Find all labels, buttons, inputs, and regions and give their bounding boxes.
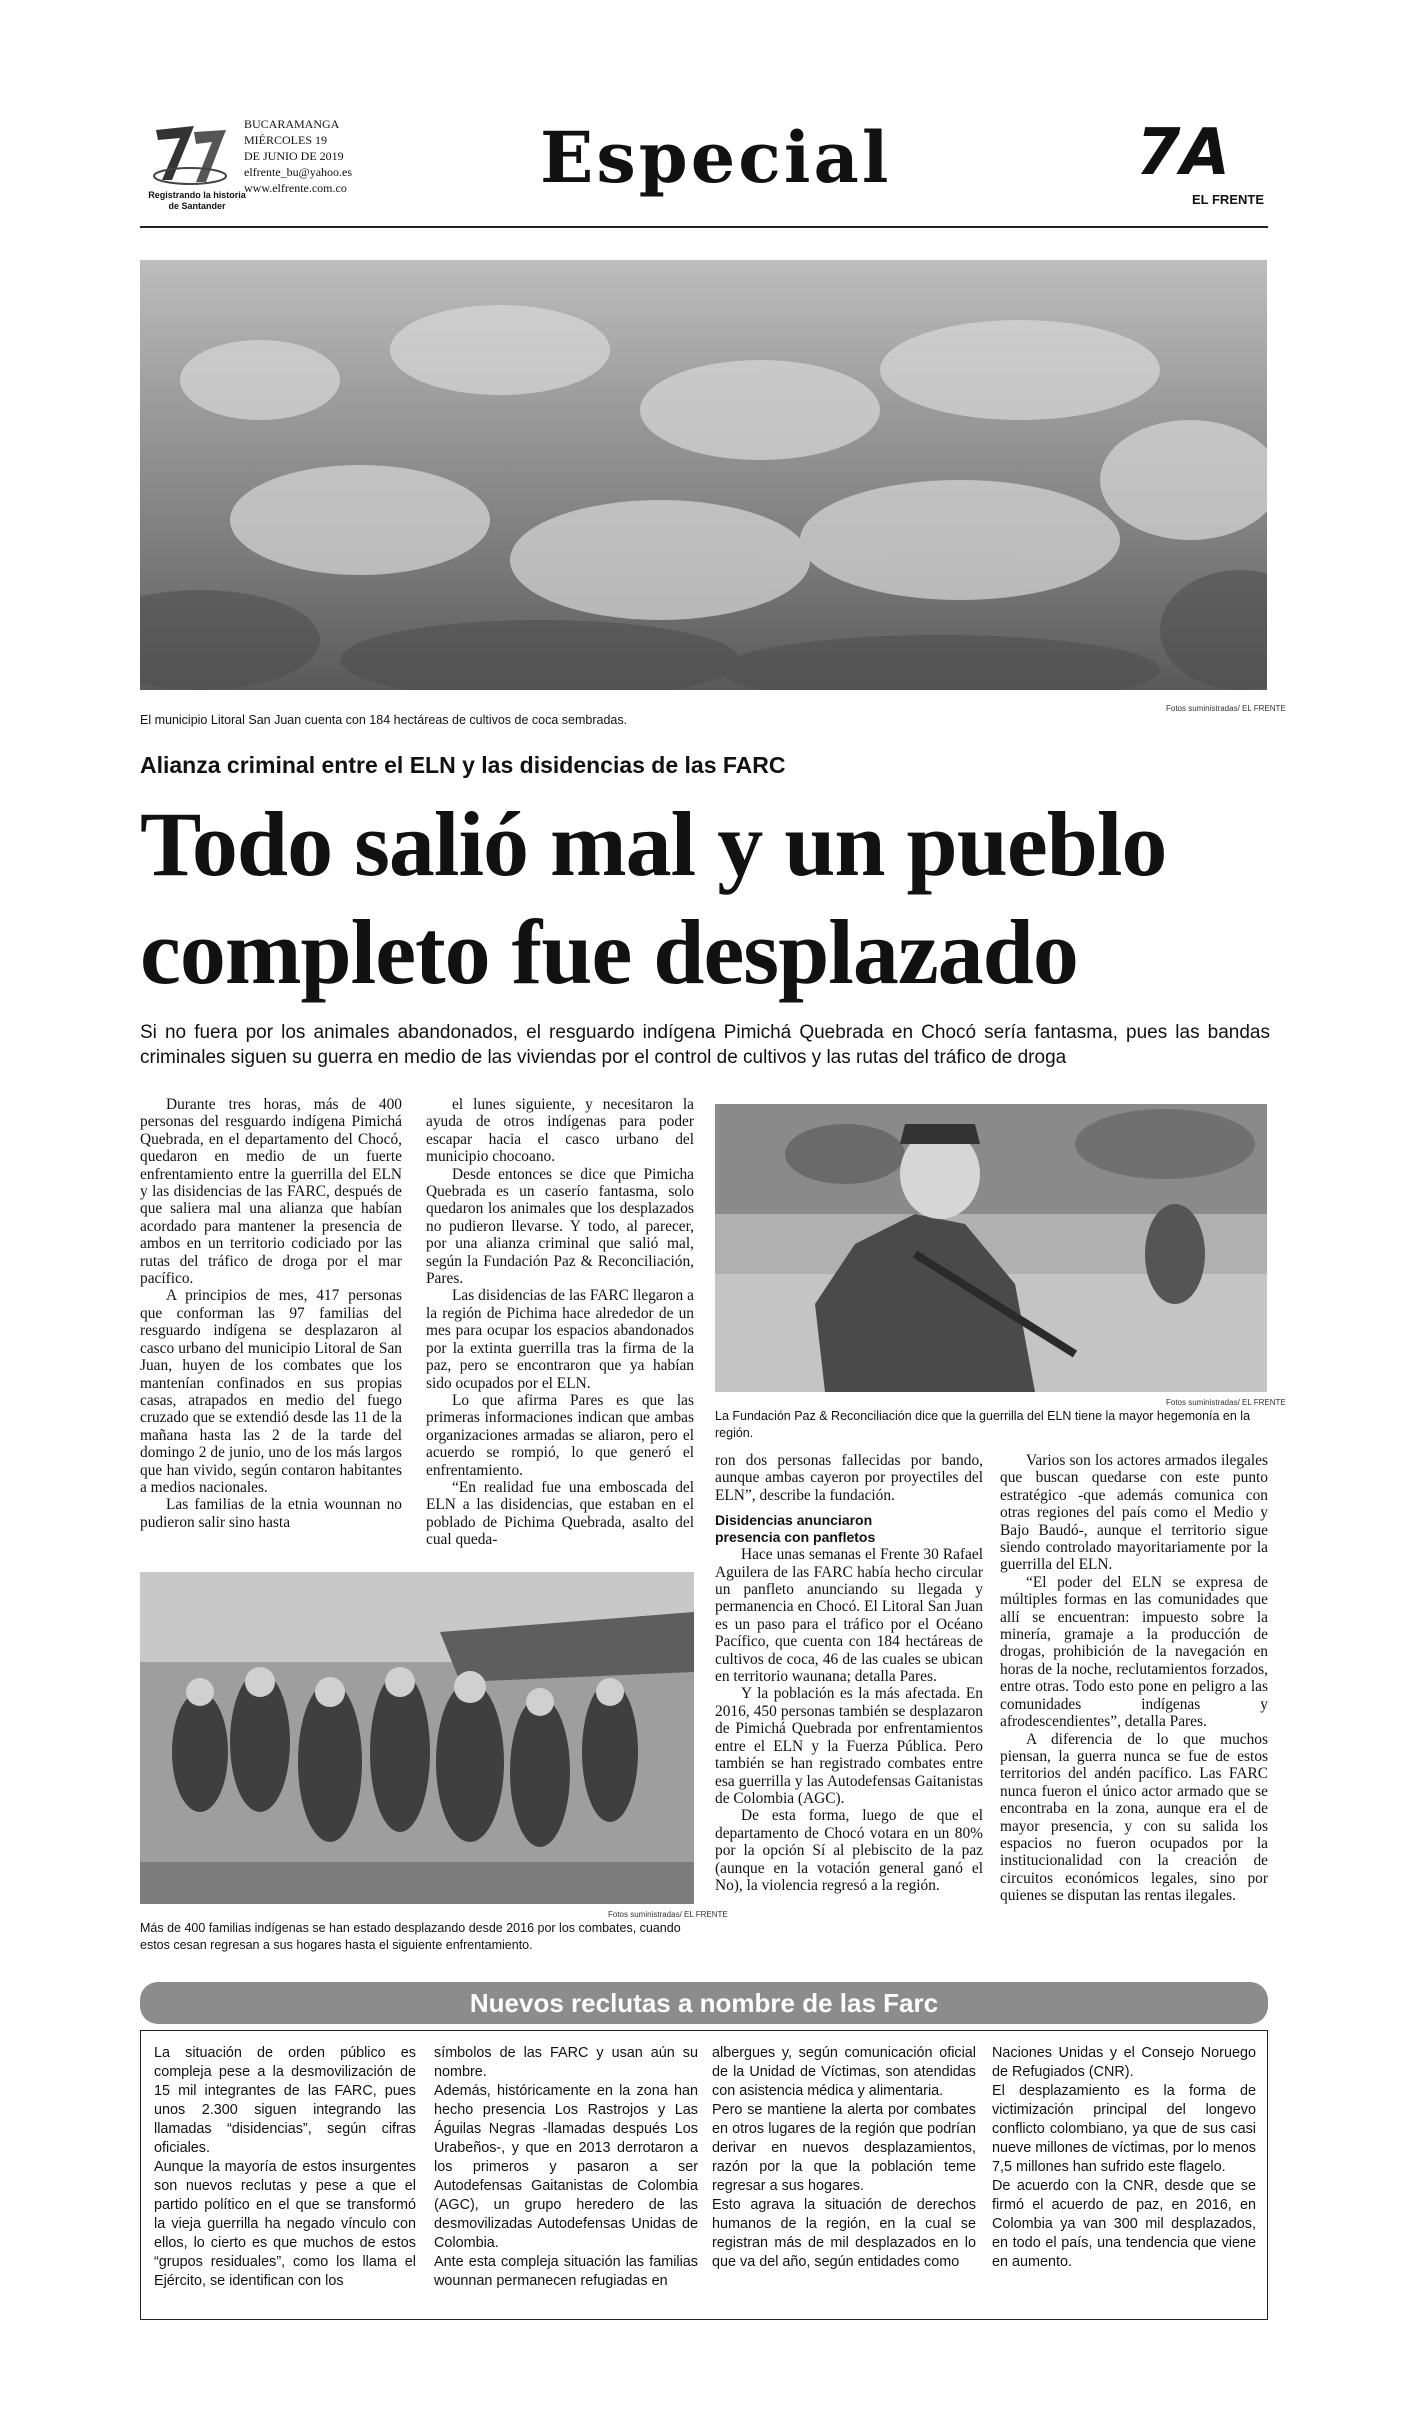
photo-caption-crowd: Más de 400 familias indígenas se han estado desplazando desde 2016 por los combates, cuando estos cesan regresan a sus hogares hasta el siguiente enfrentamiento.: [140, 1921, 681, 1952]
photo-caption-mid: La Fundación Paz & Reconciliación dice que la guerrilla del ELN tiene la mayor hegemonía en la región.: [715, 1409, 1251, 1440]
col4-p3: A diferencia de lo que muchos piensan, la guerra nunca se fue de estos territorios del andén pacífico. Las FARC nunca fueron el único actor armado que se encontraba en la zona, aunque era el de mayor presencia, y con su salida los espacios no fueron ocupados por la institucionalidad con la creación de circuitos económicos legales, sino por quienes se disputan las rentas ilegales.: [1000, 1730, 1268, 1905]
website: www.elfrente.com.co: [244, 181, 347, 195]
photo-credit-mid: Fotos suministradas/ EL FRENTE: [1166, 1398, 1286, 1407]
col3-p3: Y la población es la más afectada. En 2016, 450 personas también se desplazaron de Pimichá Quebrada por enfrentamientos entre el ELN y la Fuerza Pública. Pero también se han registrado combates entre esa guerrilla y las Autodefensas Gaitanistas de Colombia (AGC).: [715, 1685, 983, 1807]
box-col4-p1: Naciones Unidas y el Consejo Noruego de Refugiados (CNR).: [992, 2045, 1256, 2080]
article-deck: Si no fuera por los animales abandonados, el resguardo indígena Pimichá Quebrada en Chocó sería fantasma, pues las bandas criminales siguen su guerra en medio de las viviendas por el control de cultivos y las rutas del tráfico de droga: [140, 1022, 1270, 1068]
col2-p4: Lo que afirma Pares es que las primeras informaciones indican que ambas organizaciones armadas se aliaron, pero el acuerdo se rompió, lo que generó el enfrentamiento.: [426, 1391, 694, 1479]
logo-slogan: Registrando la historia de Santander: [148, 190, 246, 211]
box-col2: [434, 2044, 698, 2310]
box-col3-p1: albergues y, según comunicación oficial de la Unidad de Víctimas, son atendidas con asistencia médica y alimentaria.: [712, 2045, 976, 2099]
col4-p2: “El poder del ELN se expresa de múltiples formas en las comunidades que allí se encuentran: impuesto sobre la minería, gramaje a la producción de drogas, prohibición de la navegación en horas de la noche, reclutamientos forzados, entre otras. Todo esto pone en peligro a las comunidades indígenas y afrodescendientes”, detalla Pares.: [1000, 1573, 1268, 1731]
article-kicker: Alianza criminal entre el ELN y las disidencias de las FARC: [140, 752, 786, 778]
col2-p2: Desde entonces se dice que Pimicha Quebrada es un caserío fantasma, solo quedaron los animales que los desplazados no pudieron llevarse. Y todo, al parecer, por una alianza criminal que salió mal, según la Fundación Paz & Reconciliación, Pares.: [426, 1165, 694, 1288]
indigenous-families-photo: [140, 1572, 694, 1904]
col4-p1: Varios son los actores armados ilegales que buscan quedarse con este punto estratégico -que además comunica con otras regiones del país como el Medio y Bajo Baudó-, aunque el territorio sigue siendo controlado mayoritariamente por la guerrilla del ELN.: [1000, 1452, 1268, 1574]
headline-line2: completo fue desplazado: [140, 901, 1078, 1003]
page-number: 7A: [1136, 116, 1231, 190]
article-col4: [1000, 1452, 1268, 1966]
date-line2: DE JUNIO DE 2019: [244, 149, 344, 163]
col3-p1: ron dos personas fallecidas por bando, aunque ambas cayeron por proyectiles del ELN”, describe la fundación.: [715, 1452, 983, 1504]
box-col2-p1: símbolos de las FARC y usan aún su nombre.: [434, 2045, 698, 2080]
date-line1: MIÉRCOLES 19: [244, 133, 328, 147]
section-title: Especial: [540, 116, 892, 199]
box-col3: [712, 2044, 976, 2310]
box-col4-p3: De acuerdo con la CNR, desde que se firmó el acuerdo de paz, en 2016, en Colombia ya van 300 mil desplazados, en todo el país, una tendencia que viene en aumento.: [992, 2178, 1256, 2270]
col2-p5: “En realidad fue una emboscada del ELN a las disidencias, que estaban en el poblado de Pichima Quebrada, asalto del cual queda-: [426, 1478, 694, 1549]
col3-p2: Hace unas semanas el Frente 30 Rafael Aguilera de las FARC había hecho circular un panfleto anunciando su llegada y permanencia en Chocó. El Litoral San Juan es un paso para el tráfico por el Océano Pacífico, que cuenta con 184 hectáreas de cultivos de coca, 46 de las cuales se ubican en territorio waunana; detalla Pares.: [715, 1546, 983, 1686]
box-col2-p3: Ante esta compleja situación las familias wounnan permanecen refugiadas en: [434, 2254, 698, 2289]
article-headline: [140, 790, 1270, 1006]
col1-p2: A principios de mes, 417 personas que conforman las 97 familias del resguardo indígena se desplazaron al casco urbano del municipio Litoral de San Juan, huyen de los combates que los mantenían confinados en sus propias casas, atrapados en medio del fuego cruzado que se extendió desde las 11 de la mañana hasta las 2 de la tarde del domingo 2 de junio, uno de los más largos que han vivido, según contaron habitantes a medios nacionales.: [140, 1287, 402, 1496]
masthead-rule: [140, 226, 1268, 228]
subhead-line1: Disidencias anunciaron: [715, 1512, 873, 1529]
subhead-line2: presencia con panfletos: [715, 1529, 876, 1546]
photo-caption-top: El municipio Litoral San Juan cuenta con 184 hectáreas de cultivos de coca sembradas.: [140, 713, 628, 727]
article-col1: [140, 1096, 402, 1566]
col2-p3: Las disidencias de las FARC llegaron a la región de Pichima hace alrededor de un mes para ocupar los espacios abandonados por la extinta guerrilla tras la firma de la paz, pero se encontraron que ya habían sido ocupados por el ELN.: [426, 1287, 694, 1392]
col3-p4: De esta forma, luego de que el departamento de Chocó votara en un 80% por la opción Sí al plebiscito de la paz (aunque en la votación general ganó el No), la violencia regresó a la región.: [715, 1807, 983, 1894]
col1-p1: Durante tres horas, más de 400 personas del resguardo indígena Pimichá Quebrada, en el departamento del Chocó, quedaron en medio de un fuerte enfrentamiento entre la guerrilla del ELN y las disidencias de las FARC, después de que saliera mal una alianza que habían acordado para mantener la presencia de ambos en un territorio codiciado por las rutas del tráfico de droga por el mar pacífico.: [140, 1096, 402, 1288]
headline-line1: Todo salió mal y un pueblo: [140, 793, 1167, 895]
article-col3: [715, 1452, 983, 1966]
box-col4-p2: El desplazamiento es la forma de victimización principal del longevo conflicto colombiano, ya que de sus casi nueve millones de víctimas, por lo menos 7,5 millones han sufrido este flagelo.: [992, 2083, 1256, 2175]
photo-credit-crowd: Fotos suministradas/ EL FRENTE: [608, 1910, 728, 1919]
box-col1-p1: La situación de orden público es compleja pese a la desmovilización de 15 mil integrantes de las FARC, pues unos 2.300 siguen integrando las llamadas “disidencias”, según cifras oficiales.: [154, 2045, 416, 2156]
col1-p3: Las familias de la etnia wounnan no pudieron salir sino hasta: [140, 1496, 402, 1531]
photo-credit-top: Fotos suministradas/ EL FRENTE: [1166, 704, 1286, 713]
email: elfrente_bu@yahoo.es: [244, 165, 353, 179]
box-col3-p2: Pero se mantiene la alerta por combates en otros lugares de la región que podrían derivar en nuevos desplazamientos, razón por la que la población teme regresar a sus hogares.: [712, 2102, 976, 2194]
sidebar-title: Nuevos reclutas a nombre de las Farc: [469, 1988, 939, 2018]
box-col4: [992, 2044, 1256, 2310]
col2-p1: el lunes siguiente, y necesitaron la ayuda de otros indígenas para poder escapar hacia el casco urbano del municipio chocoano.: [426, 1096, 694, 1166]
masthead-info: [244, 116, 352, 196]
article-col2: [426, 1096, 694, 1566]
box-col2-p2: Además, históricamente en la zona han hecho presencia Los Rastrojos y Las Águilas Negras -llamadas después Los Urabeños-, y que en 2013 derrotaron a los primeros y pasaron a ser Autodefensas Gaitanistas de Colombia (AGC), un grupo heredero de las desmovilizadas Autodefensas Unidas de Colombia.: [434, 2083, 698, 2251]
box-col1-p2: Aunque la mayoría de estos insurgentes son nuevos reclutas y pese a que el partido político en el que se transformó la vieja guerrilla ha negado vínculo con ellos, lo cierto es que muchos de estos “grupos residuales”, como los llama el Ejército, se identifican con los: [154, 2159, 416, 2289]
city: BUCARAMANGA: [244, 117, 340, 131]
box-col3-p3: Esto agrava la situación de derechos humanos de la región, en la cual se registran más de mil desplazados en lo que va del año, según entidades como: [712, 2197, 976, 2270]
coca-field-photo: [140, 260, 1267, 690]
paper-name: EL FRENTE: [1192, 192, 1264, 207]
armed-man-photo: [715, 1104, 1267, 1392]
box-col1: [154, 2044, 416, 2310]
